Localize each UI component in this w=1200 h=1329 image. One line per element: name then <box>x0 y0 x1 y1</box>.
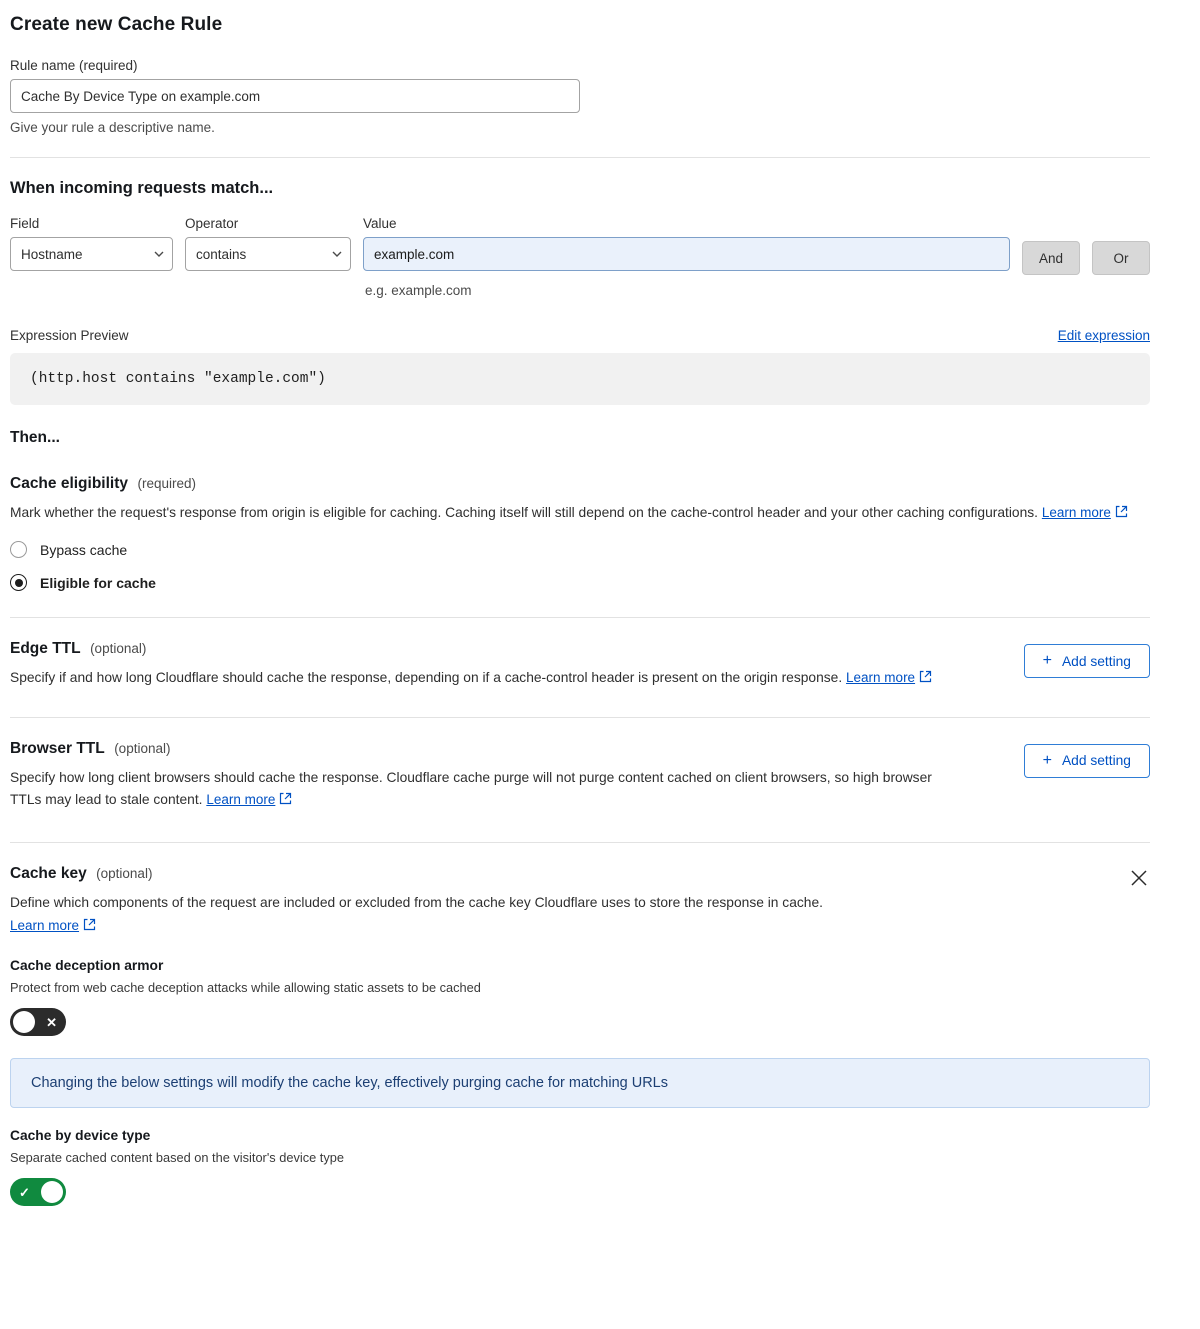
operator-select-wrap <box>185 237 351 271</box>
cache-by-device-type-toggle[interactable] <box>10 1178 66 1206</box>
cache-eligibility-title: Cache eligibility <box>10 475 129 492</box>
cache-key-body <box>10 865 1108 938</box>
toggle-knob <box>41 1181 63 1203</box>
edit-expression-link[interactable]: Edit expression <box>1057 328 1150 343</box>
match-row <box>10 216 1150 275</box>
cache-deception-armor-toggle[interactable] <box>10 1008 66 1036</box>
expression-header <box>10 328 1150 343</box>
radio-bypass-cache-control[interactable] <box>10 541 27 558</box>
browser-ttl-section <box>10 740 1150 813</box>
toggle-on-mark: ✓ <box>19 1184 30 1200</box>
edge-ttl-description <box>10 667 970 690</box>
cache-key-change-notice: Changing the below settings will modify the cache key, effectively purging cache for matching URLs <box>10 1058 1150 1108</box>
operator-select[interactable] <box>185 237 351 271</box>
cache-key-section <box>10 865 1150 938</box>
and-button[interactable]: And <box>1022 241 1080 275</box>
close-icon[interactable] <box>1128 867 1150 889</box>
cache-by-device-type-group <box>10 1128 1150 1206</box>
cache-eligibility-required: (required) <box>137 476 196 491</box>
cache-by-device-type-title: Cache by device type <box>10 1128 151 1144</box>
rule-name-label: Rule name (required) <box>10 58 138 73</box>
edge-ttl-add-setting-button[interactable] <box>1024 644 1150 678</box>
cache-eligibility-learn-more-link[interactable]: Learn more <box>1041 505 1111 520</box>
rule-name-group <box>10 58 1150 135</box>
divider-3 <box>10 717 1150 718</box>
page-title: Create new Cache Rule <box>10 14 223 35</box>
edge-ttl-body <box>10 640 1004 690</box>
cache-key-title: Cache key <box>10 865 87 883</box>
toggle-knob <box>13 1011 35 1033</box>
then-heading: Then... <box>10 429 60 446</box>
expression-preview: (http.host contains "example.com") <box>10 353 1150 405</box>
cache-key-description-text: Define which components of the request are included or excluded from the cache key Cloudflare uses to store the response in cache. <box>10 895 823 911</box>
edge-ttl-heading <box>10 640 1004 658</box>
value-hint: e.g. example.com <box>365 283 472 298</box>
cache-deception-armor-title: Cache deception armor <box>10 958 164 974</box>
cache-eligibility-description-text: Mark whether the request's response from origin is eligible for caching. Caching itself will still depend on the cache-control header and your other caching configurations. <box>10 505 1038 520</box>
rule-name-input[interactable] <box>10 79 580 113</box>
browser-ttl-add-setting-label: Add setting <box>1061 753 1131 769</box>
rule-name-helper: Give your rule a descriptive name. <box>10 120 215 135</box>
browser-ttl-description-text: Specify how long client browsers should cache the response. Cloudflare cache purge will not purge content cached on client browsers, so high browser TTLs may lead to stale content. <box>10 769 932 808</box>
field-column <box>10 216 173 271</box>
operator-label: Operator <box>185 216 239 231</box>
cache-key-description <box>10 892 1010 938</box>
browser-ttl-description <box>10 767 960 813</box>
plus-icon: + <box>1042 652 1052 670</box>
value-input[interactable] <box>363 237 1010 271</box>
external-link-icon <box>279 790 292 812</box>
or-button[interactable]: Or <box>1092 241 1150 275</box>
browser-ttl-body <box>10 740 1004 813</box>
expression-label: Expression Preview <box>10 328 129 343</box>
browser-ttl-heading <box>10 740 1004 758</box>
browser-ttl-add-setting-button[interactable] <box>1024 744 1150 778</box>
browser-ttl-title: Browser TTL <box>10 739 105 757</box>
radio-bypass-cache[interactable] <box>10 541 1150 558</box>
cache-key-learn-more-link[interactable]: Learn more <box>10 917 80 933</box>
logic-buttons <box>1022 216 1150 275</box>
cache-eligibility-description <box>10 502 1130 525</box>
external-link-icon <box>1115 503 1128 525</box>
field-select[interactable] <box>10 237 173 271</box>
cache-by-device-type-description: Separate cached content based on the visitor's device type <box>10 1150 344 1166</box>
browser-ttl-optional: (optional) <box>114 740 171 756</box>
edge-ttl-add-setting-label: Add setting <box>1061 653 1131 669</box>
match-heading: When incoming requests match... <box>10 179 274 197</box>
edge-ttl-section <box>10 640 1150 690</box>
cache-key-optional: (optional) <box>96 866 153 882</box>
radio-eligible-for-cache[interactable] <box>10 574 1150 591</box>
divider-4 <box>10 842 1150 843</box>
radio-eligible-for-cache-control[interactable] <box>10 574 27 591</box>
cache-deception-armor-group <box>10 958 1150 1036</box>
divider-1 <box>10 157 1150 158</box>
cache-eligibility-heading <box>10 475 1150 493</box>
edge-ttl-learn-more-link[interactable]: Learn more <box>846 670 916 686</box>
field-select-wrap <box>10 237 173 271</box>
cache-deception-armor-description: Protect from web cache deception attacks while allowing static assets to be cached <box>10 980 481 996</box>
toggle-off-mark: ✕ <box>46 1014 57 1030</box>
operator-column <box>185 216 351 271</box>
radio-bypass-cache-label: Bypass cache <box>40 541 128 558</box>
radio-eligible-for-cache-label: Eligible for cache <box>40 574 156 591</box>
edge-ttl-optional: (optional) <box>90 641 147 657</box>
value-label: Value <box>363 216 397 231</box>
plus-icon: + <box>1042 751 1052 769</box>
cache-key-heading <box>10 865 1108 883</box>
divider-2 <box>10 617 1150 618</box>
edge-ttl-description-text: Specify if and how long Cloudflare should cache the response, depending on if a cache-control header is present on the origin response. <box>10 670 843 686</box>
field-label: Field <box>10 216 40 231</box>
value-column <box>363 216 1010 271</box>
external-link-icon <box>919 668 932 690</box>
edge-ttl-title: Edge TTL <box>10 640 81 658</box>
external-link-icon <box>83 916 96 938</box>
cache-eligibility-section <box>10 475 1150 591</box>
browser-ttl-learn-more-link[interactable]: Learn more <box>206 792 276 808</box>
